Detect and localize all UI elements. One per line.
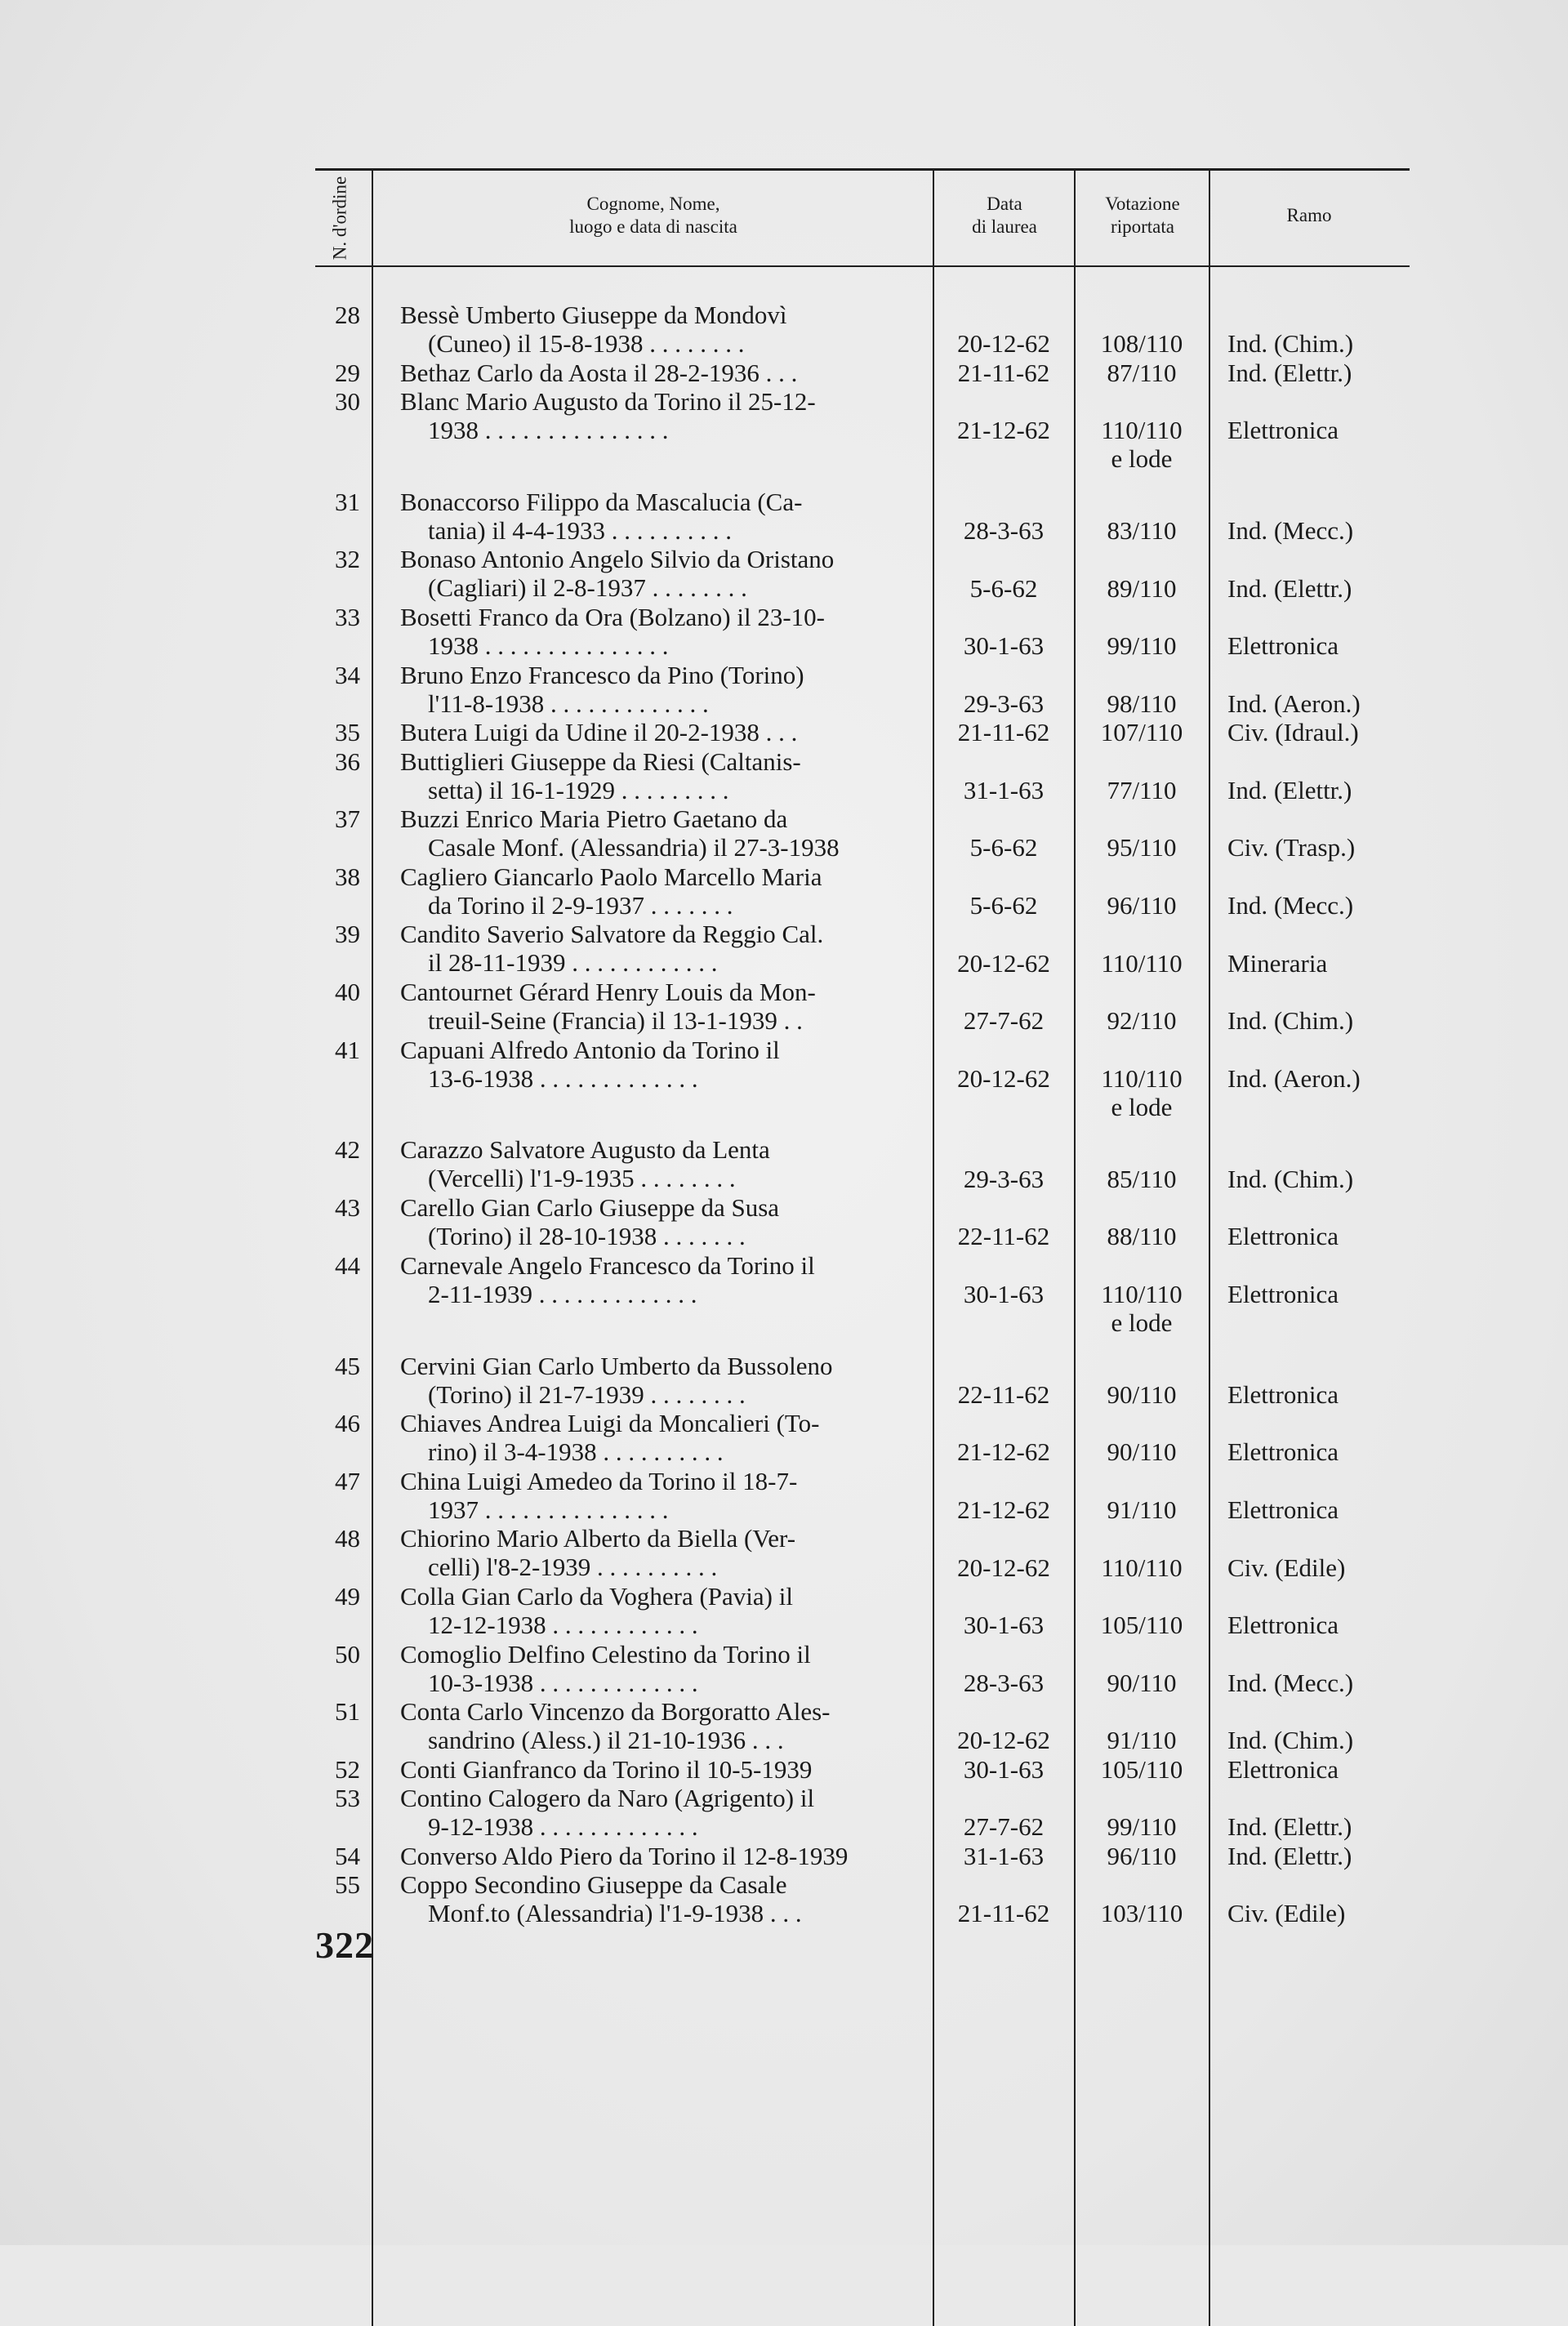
grade xyxy=(1076,1611,1207,1639)
name-line: il 28-11-1939 . . . . . . . . . . . . xyxy=(428,948,718,978)
name-line: Candito Saverio Salvatore da Reggio Cal. xyxy=(400,920,824,949)
order-number: 29 xyxy=(335,358,360,387)
graduation-date: 27-7-62 xyxy=(963,1006,1045,1036)
order-number: 51 xyxy=(335,1697,360,1727)
student-name-birth xyxy=(400,1036,923,1093)
header-graduation-date: Data di laurea xyxy=(972,194,1037,237)
name-line: 9-12-1938 . . . . . . . . . . . . . xyxy=(428,1812,698,1841)
graduation-date: 22-11-62 xyxy=(957,1222,1050,1251)
column-divider xyxy=(372,168,373,2326)
order-number: 34 xyxy=(335,660,360,689)
grade-value: 105/110 xyxy=(1100,1754,1183,1784)
student-name-birth xyxy=(400,1251,923,1308)
graduation-date: 30-1-63 xyxy=(963,1754,1045,1784)
name-line: Bosetti Franco da Ora (Bolzano) il 23-10- xyxy=(400,603,825,631)
grade xyxy=(1076,833,1207,862)
order-number: 46 xyxy=(335,1409,360,1438)
grade-value: 92/110 xyxy=(1107,1006,1177,1036)
name-line: Conti Gianfranco da Torino il 10-5-1939 xyxy=(400,1754,813,1784)
grade xyxy=(1076,1280,1207,1337)
grade-value: 110/110 xyxy=(1101,1063,1183,1093)
name-line: l'11-8-1938 . . . . . . . . . . . . . xyxy=(428,688,709,718)
grade xyxy=(1076,1726,1207,1754)
name-line: (Vercelli) l'1-9-1935 . . . . . . . . xyxy=(428,1164,736,1193)
grade xyxy=(1076,1812,1207,1841)
name-line: (Cuneo) il 15-8-1938 . . . . . . . . xyxy=(428,329,745,358)
grade xyxy=(1076,891,1207,920)
student-name-birth xyxy=(400,545,923,602)
grade-value: 99/110 xyxy=(1107,631,1177,661)
order-number: 39 xyxy=(335,920,360,949)
name-line: Blanc Mario Augusto da Torino il 25-12- xyxy=(400,386,816,416)
grade-value: 87/110 xyxy=(1107,358,1177,387)
grade-value: 96/110 xyxy=(1107,890,1177,920)
name-line: China Luigi Amedeo da Torino il 18-7- xyxy=(400,1466,798,1495)
branch: Elettronica xyxy=(1227,1611,1339,1640)
grade xyxy=(1076,776,1207,804)
order-number: 41 xyxy=(335,1035,360,1064)
student-name-birth xyxy=(400,1135,923,1192)
student-name-birth xyxy=(400,1697,923,1754)
order-number: 48 xyxy=(335,1524,360,1553)
graduation-date: 30-1-63 xyxy=(963,1279,1045,1308)
table-top-rule xyxy=(315,168,1410,171)
graduation-date: 21-11-62 xyxy=(957,718,1050,747)
name-line: 12-12-1938 . . . . . . . . . . . . xyxy=(428,1610,698,1639)
graduation-date: 20-12-62 xyxy=(957,329,1050,359)
grade-value: 83/110 xyxy=(1107,516,1177,546)
student-name-birth xyxy=(400,661,923,718)
order-number: 45 xyxy=(335,1351,360,1380)
name-line: (Torino) il 28-10-1938 . . . . . . . xyxy=(428,1222,746,1250)
branch: Elettronica xyxy=(1227,416,1339,445)
graduation-date: 20-12-62 xyxy=(957,948,1050,978)
branch: Ind. (Elettr.) xyxy=(1227,358,1352,387)
name-line: Monf.to (Alessandria) l'1-9-1938 . . . xyxy=(428,1898,802,1927)
branch: Ind. (Chim.) xyxy=(1227,329,1354,359)
order-number: 53 xyxy=(335,1784,360,1812)
order-number: 30 xyxy=(335,386,360,416)
grade-value: 110/110 xyxy=(1101,416,1183,445)
grade-value: 99/110 xyxy=(1107,1812,1177,1842)
grade-value: 105/110 xyxy=(1100,1611,1183,1640)
page-number: 322 xyxy=(315,1924,374,1966)
grade-value: 85/110 xyxy=(1107,1164,1177,1193)
grade-value: 107/110 xyxy=(1100,718,1183,747)
order-number: 47 xyxy=(335,1466,360,1495)
name-line: Coppo Secondino Giuseppe da Casale xyxy=(400,1869,787,1899)
header-branch: Ramo xyxy=(1286,205,1332,225)
name-line: Bethaz Carlo da Aosta il 28-2-1936 . . . xyxy=(400,358,798,387)
student-name-birth xyxy=(400,1870,923,1927)
branch: Civ. (Edile) xyxy=(1227,1553,1346,1582)
order-number: 37 xyxy=(335,804,360,834)
grade xyxy=(1076,1437,1207,1466)
name-line: Contino Calogero da Naro (Agrigento) il xyxy=(400,1784,815,1812)
name-line: 1937 . . . . . . . . . . . . . . . xyxy=(428,1495,669,1524)
student-name-birth xyxy=(400,1582,923,1639)
grade xyxy=(1076,1553,1207,1582)
name-line: sandrino (Aless.) il 21-10-1936 . . . xyxy=(428,1726,784,1755)
grade xyxy=(1076,359,1207,387)
order-number: 43 xyxy=(335,1193,360,1222)
grade-value: 91/110 xyxy=(1107,1726,1177,1755)
graduation-date: 31-1-63 xyxy=(963,1841,1045,1870)
table-header-rule xyxy=(315,265,1410,267)
student-name-birth xyxy=(400,301,923,358)
order-number: 50 xyxy=(335,1639,360,1669)
grade-honors: e lode xyxy=(1111,444,1173,474)
name-line: 13-6-1938 . . . . . . . . . . . . . xyxy=(428,1063,698,1093)
student-name-birth xyxy=(400,1524,923,1581)
name-line: Chiaves Andrea Luigi da Moncalieri (To- xyxy=(400,1409,820,1438)
name-line: Cervini Gian Carlo Umberto da Bussoleno xyxy=(400,1351,833,1380)
grade xyxy=(1076,1165,1207,1193)
column-divider xyxy=(1209,168,1210,2326)
graduation-date: 29-3-63 xyxy=(963,1164,1045,1193)
graduation-date: 30-1-63 xyxy=(963,631,1045,661)
student-name-birth xyxy=(400,1640,923,1697)
name-line: Cagliero Giancarlo Paolo Marcello Maria xyxy=(400,862,822,891)
name-line: Casale Monf. (Alessandria) il 27-3-1938 xyxy=(428,833,840,862)
student-name-birth xyxy=(400,920,923,977)
branch: Ind. (Elettr.) xyxy=(1227,573,1352,603)
order-number: 40 xyxy=(335,977,360,1006)
branch: Ind. (Elettr.) xyxy=(1227,775,1352,804)
grade-value: 89/110 xyxy=(1107,573,1177,603)
student-name-birth xyxy=(400,1784,923,1841)
branch: Civ. (Edile) xyxy=(1227,1899,1346,1928)
graduation-date: 21-11-62 xyxy=(957,358,1050,387)
grade xyxy=(1076,516,1207,545)
name-line: 1938 . . . . . . . . . . . . . . . xyxy=(428,415,669,444)
grade-value: 110/110 xyxy=(1101,1553,1183,1582)
grade xyxy=(1076,329,1207,358)
branch: Elettronica xyxy=(1227,1437,1339,1467)
name-line: Conta Carlo Vincenzo da Borgoratto Ales- xyxy=(400,1697,831,1727)
grade-honors: e lode xyxy=(1111,1308,1173,1337)
name-line: Bonaccorso Filippo da Mascalucia (Ca- xyxy=(400,487,803,516)
grade xyxy=(1076,1842,1207,1870)
grade xyxy=(1076,1222,1207,1250)
branch: Elettronica xyxy=(1227,1379,1339,1409)
student-name-birth xyxy=(400,747,923,804)
student-name-birth xyxy=(400,862,923,920)
grade-value: 110/110 xyxy=(1101,1279,1183,1308)
order-number: 52 xyxy=(335,1754,360,1784)
grade xyxy=(1076,1495,1207,1524)
student-name-birth xyxy=(400,1755,923,1784)
branch: Ind. (Mecc.) xyxy=(1227,516,1354,546)
graduation-date: 29-3-63 xyxy=(963,688,1045,718)
branch: Elettronica xyxy=(1227,1495,1339,1524)
name-line: da Torino il 2-9-1937 . . . . . . . xyxy=(428,890,733,920)
name-line: Chiorino Mario Alberto da Biella (Ver- xyxy=(400,1524,796,1553)
grade xyxy=(1076,631,1207,660)
grade-value: 108/110 xyxy=(1100,329,1183,359)
grade-honors: e lode xyxy=(1111,1092,1173,1121)
order-number: 55 xyxy=(335,1869,360,1899)
name-line: treuil-Seine (Francia) il 13-1-1939 . . xyxy=(428,1005,803,1035)
order-number: 33 xyxy=(335,603,360,631)
order-number: 54 xyxy=(335,1841,360,1870)
grade xyxy=(1076,1755,1207,1784)
student-name-birth xyxy=(400,1842,923,1870)
student-name-birth xyxy=(400,804,923,862)
header-name: Cognome, Nome, luogo e data di nascita xyxy=(569,194,737,237)
branch: Ind. (Elettr.) xyxy=(1227,1841,1352,1870)
student-name-birth xyxy=(400,718,923,746)
branch: Ind. (Elettr.) xyxy=(1227,1812,1352,1842)
branch: Elettronica xyxy=(1227,1279,1339,1308)
name-line: Cantournet Gérard Henry Louis da Mon- xyxy=(400,977,816,1006)
order-number: 38 xyxy=(335,862,360,891)
name-line: celli) l'8-2-1939 . . . . . . . . . . xyxy=(428,1553,718,1582)
order-number: 35 xyxy=(335,718,360,747)
order-number: 32 xyxy=(335,545,360,574)
graduation-date: 31-1-63 xyxy=(963,775,1045,804)
column-divider xyxy=(1074,168,1076,2326)
student-name-birth xyxy=(400,978,923,1035)
branch: Civ. (Idraul.) xyxy=(1227,718,1359,747)
student-name-birth xyxy=(400,603,923,660)
grade-value: 88/110 xyxy=(1107,1222,1177,1251)
graduation-date: 21-11-62 xyxy=(957,1899,1050,1928)
graduation-date: 20-12-62 xyxy=(957,1553,1050,1582)
grade xyxy=(1076,416,1207,473)
branch: Ind. (Mecc.) xyxy=(1227,890,1354,920)
graduation-date: 28-3-63 xyxy=(963,516,1045,546)
grade-value: 90/110 xyxy=(1107,1437,1177,1467)
graduation-date: 5-6-62 xyxy=(969,833,1038,862)
graduation-date: 30-1-63 xyxy=(963,1611,1045,1640)
student-name-birth xyxy=(400,359,923,387)
name-line: Butera Luigi da Udine il 20-2-1938 . . . xyxy=(400,718,798,747)
graduation-date: 5-6-62 xyxy=(969,890,1038,920)
branch: Ind. (Aeron.) xyxy=(1227,1063,1361,1093)
student-name-birth xyxy=(400,387,923,444)
name-line: 2-11-1939 . . . . . . . . . . . . . xyxy=(428,1279,697,1308)
name-line: 1938 . . . . . . . . . . . . . . . xyxy=(428,631,669,660)
grade-value: 98/110 xyxy=(1107,688,1177,718)
name-line: tania) il 4-4-1933 . . . . . . . . . . xyxy=(428,515,732,545)
name-line: Carazzo Salvatore Augusto da Lenta xyxy=(400,1135,770,1165)
name-line: Carnevale Angelo Francesco da Torino il xyxy=(400,1250,815,1280)
graduation-date: 5-6-62 xyxy=(969,573,1038,603)
header-grade: Votazione riportata xyxy=(1105,194,1180,237)
branch: Elettronica xyxy=(1227,1754,1339,1784)
name-line: (Torino) il 21-7-1939 . . . . . . . . xyxy=(428,1379,746,1409)
name-line: Carello Gian Carlo Giuseppe da Susa xyxy=(400,1193,780,1222)
order-number: 42 xyxy=(335,1135,360,1165)
student-name-birth xyxy=(400,1467,923,1524)
branch: Ind. (Aeron.) xyxy=(1227,688,1361,718)
header-order-number: N. d'ordine xyxy=(329,176,350,261)
grade xyxy=(1076,1006,1207,1035)
branch: Ind. (Chim.) xyxy=(1227,1006,1354,1036)
student-name-birth xyxy=(400,1352,923,1409)
graduation-date: 27-7-62 xyxy=(963,1812,1045,1842)
student-name-birth xyxy=(400,1409,923,1466)
name-line: Bonaso Antonio Angelo Silvio da Oristano xyxy=(400,545,835,574)
name-line: Bruno Enzo Francesco da Pino (Torino) xyxy=(400,660,804,689)
grade-value: 103/110 xyxy=(1100,1899,1183,1928)
student-name-birth xyxy=(400,1193,923,1250)
name-line: rino) il 3-4-1938 . . . . . . . . . . xyxy=(428,1437,724,1467)
name-line: Comoglio Delfino Celestino da Torino il xyxy=(400,1639,811,1669)
order-number: 28 xyxy=(335,301,360,329)
grade-value: 110/110 xyxy=(1101,948,1183,978)
grade-value: 77/110 xyxy=(1107,775,1177,804)
column-divider xyxy=(933,168,934,2326)
graduation-date: 28-3-63 xyxy=(963,1668,1045,1697)
student-name-birth xyxy=(400,488,923,545)
name-line: Bessè Umberto Giuseppe da Mondovì xyxy=(400,301,787,329)
grade xyxy=(1076,718,1207,746)
name-line: (Cagliari) il 2-8-1937 . . . . . . . . xyxy=(428,573,747,603)
grade-value: 90/110 xyxy=(1107,1668,1177,1697)
order-number: 36 xyxy=(335,746,360,776)
graduation-date: 21-12-62 xyxy=(957,1437,1050,1467)
name-line: Capuani Alfredo Antonio da Torino il xyxy=(400,1035,780,1064)
grade xyxy=(1076,1669,1207,1697)
order-number: 44 xyxy=(335,1250,360,1280)
branch: Civ. (Trasp.) xyxy=(1227,833,1356,862)
order-number: 31 xyxy=(335,487,360,516)
grade xyxy=(1076,1380,1207,1409)
graduation-date: 20-12-62 xyxy=(957,1063,1050,1093)
name-line: Buttiglieri Giuseppe da Riesi (Caltanis- xyxy=(400,746,801,776)
grade xyxy=(1076,1064,1207,1121)
grade-value: 90/110 xyxy=(1107,1379,1177,1409)
grade-value: 96/110 xyxy=(1107,1841,1177,1870)
branch: Elettronica xyxy=(1227,1222,1339,1251)
graduation-date: 22-11-62 xyxy=(957,1379,1050,1409)
branch: Elettronica xyxy=(1227,631,1339,661)
grade-value: 95/110 xyxy=(1107,833,1177,862)
order-number: 49 xyxy=(335,1581,360,1611)
branch: Mineraria xyxy=(1227,948,1328,978)
name-line: Buzzi Enrico Maria Pietro Gaetano da xyxy=(400,804,788,834)
grade xyxy=(1076,689,1207,718)
branch: Ind. (Chim.) xyxy=(1227,1164,1354,1193)
grade xyxy=(1076,574,1207,603)
grade xyxy=(1076,1899,1207,1927)
graduation-date: 21-12-62 xyxy=(957,1495,1050,1524)
branch: Ind. (Chim.) xyxy=(1227,1726,1354,1755)
grade-value: 91/110 xyxy=(1107,1495,1177,1524)
name-line: Converso Aldo Piero da Torino il 12-8-1939 xyxy=(400,1841,849,1870)
grade xyxy=(1076,949,1207,978)
branch: Ind. (Mecc.) xyxy=(1227,1668,1354,1697)
name-line: Colla Gian Carlo da Voghera (Pavia) il xyxy=(400,1581,793,1611)
graduation-date: 20-12-62 xyxy=(957,1726,1050,1755)
name-line: setta) il 16-1-1929 . . . . . . . . . xyxy=(428,775,729,804)
graduation-date: 21-12-62 xyxy=(957,416,1050,445)
name-line: 10-3-1938 . . . . . . . . . . . . . xyxy=(428,1668,698,1697)
